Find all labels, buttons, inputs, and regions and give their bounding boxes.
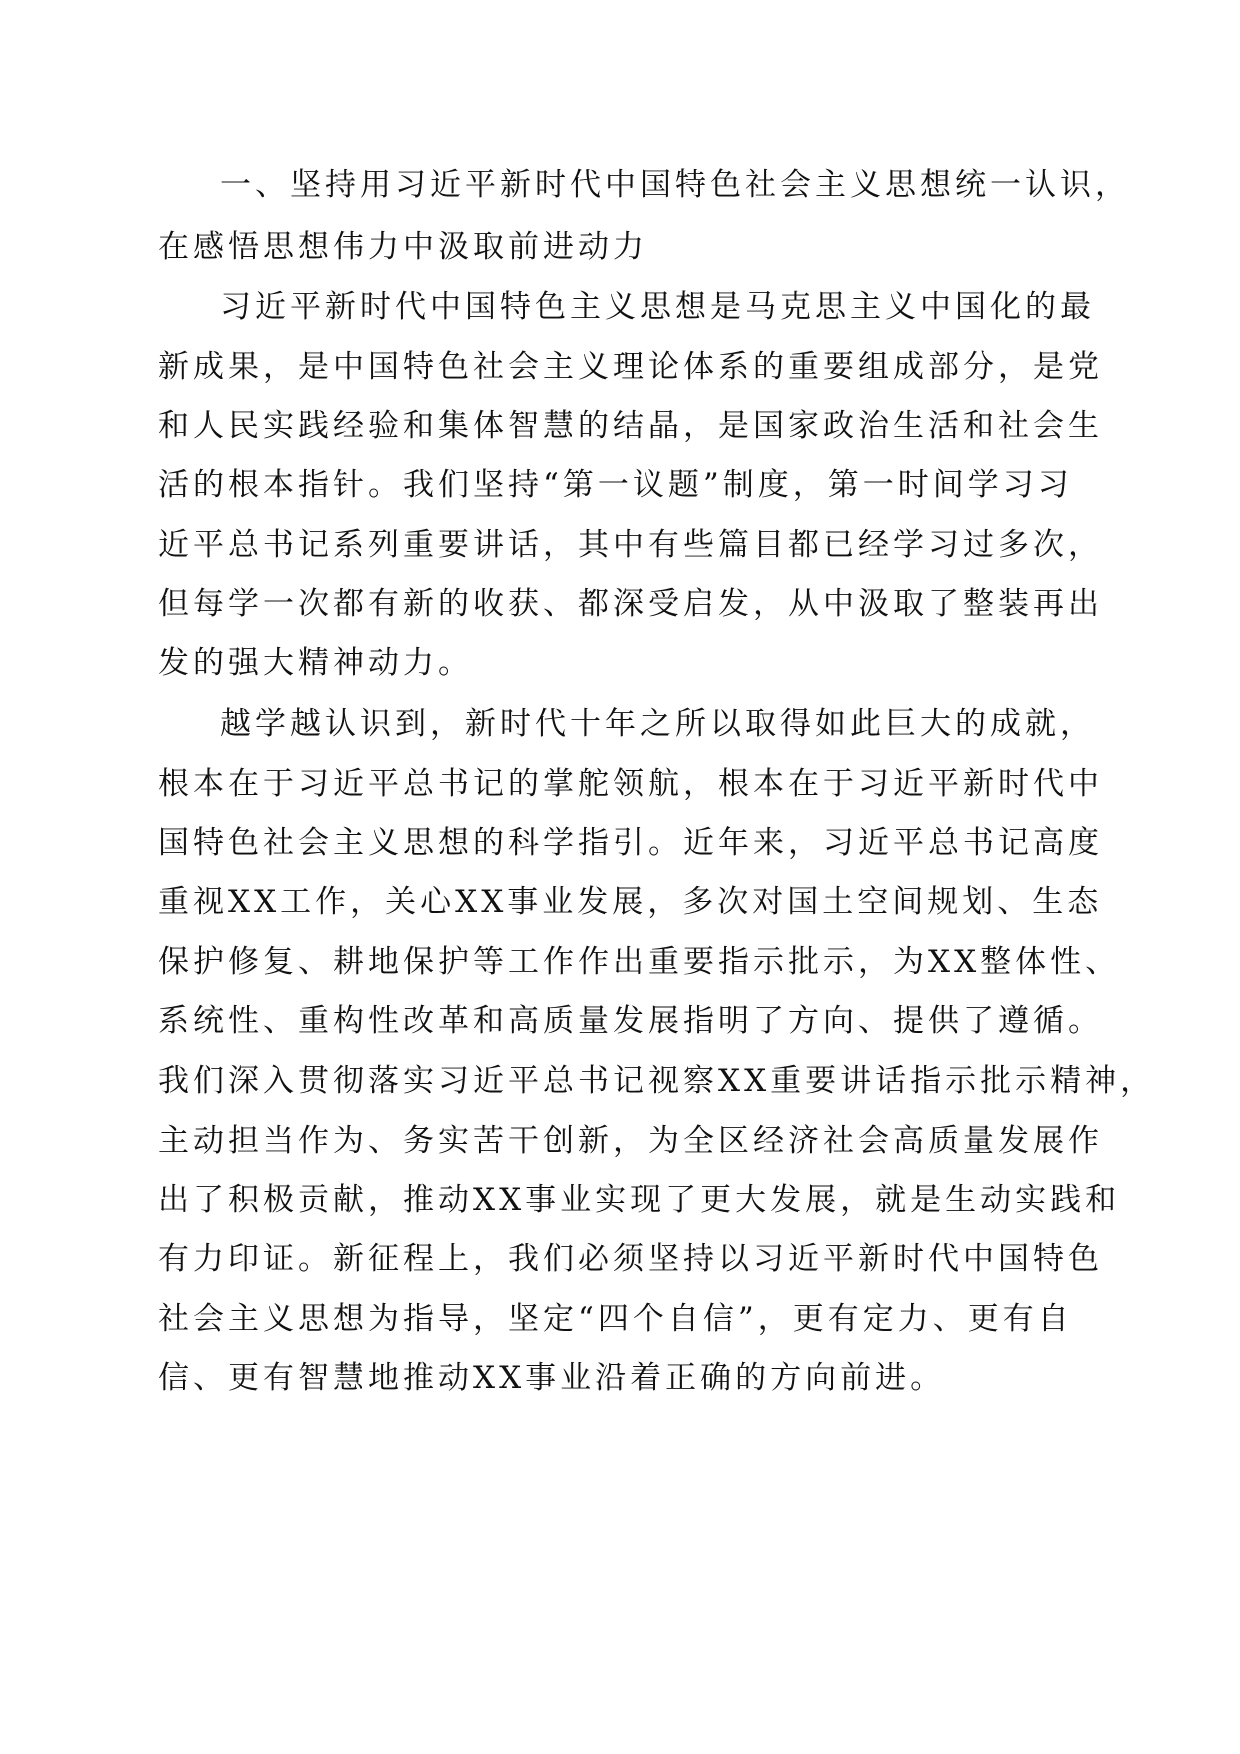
paragraph-2-line-5: 保护修复、耕地保护等工作作出重要指示批示，为XX整体性、 xyxy=(158,944,1121,980)
paragraph-2-line-1: 越学越认识到，新时代十年之所以取得如此巨大的成就， xyxy=(220,706,1095,742)
paragraph-2-line-10: 有力印证。新征程上，我们必须坚持以习近平新时代中国特色 xyxy=(158,1241,1103,1277)
paragraph-2-line-4: 重视XX工作，关心XX事业发展，多次对国土空间规划、生态 xyxy=(158,884,1103,920)
paragraph-2-line-9: 出了积极贡献，推动XX事业实现了更大发展，就是生动实践和 xyxy=(158,1182,1121,1218)
paragraph-1-line-3: 和人民实践经验和集体智慧的结晶，是国家政治生活和社会生 xyxy=(158,408,1103,444)
paragraph-2-line-2: 根本在于习近平总书记的掌舵领航，根本在于习近平新时代中 xyxy=(158,766,1103,802)
paragraph-2-line-3: 国特色社会主义思想的科学指引。近年来，习近平总书记高度 xyxy=(158,825,1103,861)
paragraph-1-line-2: 新成果，是中国特色社会主义理论体系的重要组成部分，是党 xyxy=(158,349,1103,385)
paragraph-1-line-7: 发的强大精神动力。 xyxy=(158,645,473,681)
paragraph-2-line-11: 社会主义思想为指导，坚定“四个自信”，更有定力、更有自 xyxy=(158,1301,1073,1337)
paragraph-2-line-8: 主动担当作为、务实苦干创新，为全区经济社会高质量发展作 xyxy=(158,1123,1103,1159)
paragraph-2-line-6: 系统性、重构性改革和高质量发展指明了方向、提供了遵循。 xyxy=(158,1003,1103,1039)
section-heading-line-2: 在感悟思想伟力中汲取前进动力 xyxy=(158,229,648,265)
section-heading-line-1: 一、坚持用习近平新时代中国特色社会主义思想统一认识， xyxy=(220,167,1130,203)
paragraph-1-line-6: 但每学一次都有新的收获、都深受启发，从中汲取了整装再出 xyxy=(158,586,1103,622)
paragraph-1-line-5: 近平总书记系列重要讲话，其中有些篇目都已经学习过多次， xyxy=(158,527,1103,563)
paragraph-2-line-7: 我们深入贯彻落实习近平总书记视察XX重要讲话指示批示精神， xyxy=(158,1063,1156,1099)
paragraph-1-line-1: 习近平新时代中国特色主义思想是马克思主义中国化的最 xyxy=(220,289,1095,325)
paragraph-1-line-4: 活的根本指针。我们坚持“第一议题”制度，第一时间学习习 xyxy=(158,467,1073,503)
paragraph-2-line-12: 信、更有智慧地推动XX事业沿着正确的方向前进。 xyxy=(158,1360,946,1396)
